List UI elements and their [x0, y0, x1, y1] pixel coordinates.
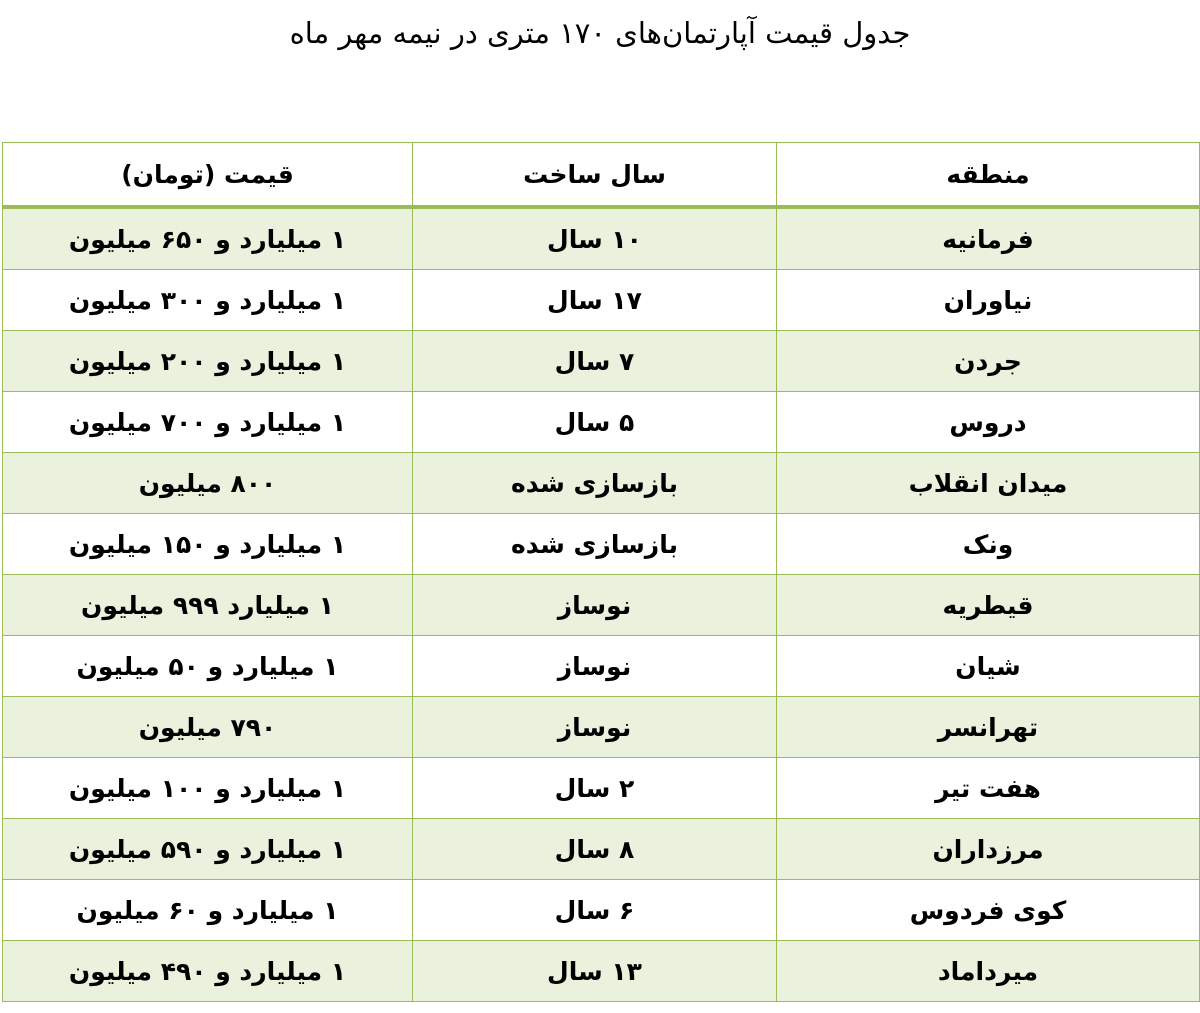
cell-build-year: بازسازی شده [413, 453, 777, 514]
cell-price: ۱ میلیارد و ۶۰ میلیون [3, 880, 413, 941]
cell-build-year: ۵ سال [413, 392, 777, 453]
cell-price: ۱ میلیارد ۹۹۹ میلیون [3, 575, 413, 636]
table-body [3, 207, 1200, 1002]
table-row [3, 514, 1200, 575]
cell-region: هفت تیر [777, 758, 1200, 819]
cell-price: ۱ میلیارد و ۵۰ میلیون [3, 636, 413, 697]
cell-price: ۱ میلیارد و ۴۹۰ میلیون [3, 941, 413, 1002]
cell-price: ۱ میلیارد و ۲۰۰ میلیون [3, 331, 413, 392]
cell-price: ۱ میلیارد و ۳۰۰ میلیون [3, 270, 413, 331]
cell-region: میرداماد [777, 941, 1200, 1002]
cell-region: شیان [777, 636, 1200, 697]
cell-price: ۱ میلیارد و ۵۹۰ میلیون [3, 819, 413, 880]
column-header-build-year: سال ساخت [413, 143, 777, 208]
table-row [3, 331, 1200, 392]
cell-region: جردن [777, 331, 1200, 392]
cell-region: میدان انقلاب [777, 453, 1200, 514]
column-header-price: قیمت (تومان) [3, 143, 413, 208]
table-title: جدول قیمت آپارتمان‌های ۱۷۰ متری در نیمه مهر ماه [289, 16, 911, 50]
price-table [2, 142, 1200, 1002]
cell-build-year: بازسازی شده [413, 514, 777, 575]
cell-region: دروس [777, 392, 1200, 453]
table-row [3, 270, 1200, 331]
table-header-row [3, 143, 1200, 208]
table-row [3, 453, 1200, 514]
cell-build-year: نوساز [413, 575, 777, 636]
cell-region: مرزداران [777, 819, 1200, 880]
cell-price: ۱ میلیارد و ۱۰۰ میلیون [3, 758, 413, 819]
cell-region: تهرانسر [777, 697, 1200, 758]
cell-price: ۷۹۰ میلیون [3, 697, 413, 758]
table-row [3, 880, 1200, 941]
column-header-region: منطقه [777, 143, 1200, 208]
cell-region: قیطریه [777, 575, 1200, 636]
table-row [3, 575, 1200, 636]
cell-build-year: ۶ سال [413, 880, 777, 941]
table-row [3, 392, 1200, 453]
cell-build-year: ۷ سال [413, 331, 777, 392]
table-row [3, 697, 1200, 758]
table-row [3, 636, 1200, 697]
cell-region: کوی فردوس [777, 880, 1200, 941]
cell-price: ۱ میلیارد و ۶۵۰ میلیون [3, 207, 413, 270]
cell-region: فرمانیه [777, 207, 1200, 270]
table-row [3, 941, 1200, 1002]
cell-build-year: ۱۰ سال [413, 207, 777, 270]
cell-price: ۸۰۰ میلیون [3, 453, 413, 514]
cell-build-year: نوساز [413, 636, 777, 697]
cell-build-year: نوساز [413, 697, 777, 758]
cell-price: ۱ میلیارد و ۱۵۰ میلیون [3, 514, 413, 575]
table-row [3, 819, 1200, 880]
table-row [3, 758, 1200, 819]
cell-build-year: ۸ سال [413, 819, 777, 880]
cell-price: ۱ میلیارد و ۷۰۰ میلیون [3, 392, 413, 453]
cell-build-year: ۱۳ سال [413, 941, 777, 1002]
cell-region: ونک [777, 514, 1200, 575]
cell-region: نیاوران [777, 270, 1200, 331]
table-row [3, 207, 1200, 270]
cell-build-year: ۱۷ سال [413, 270, 777, 331]
cell-build-year: ۲ سال [413, 758, 777, 819]
